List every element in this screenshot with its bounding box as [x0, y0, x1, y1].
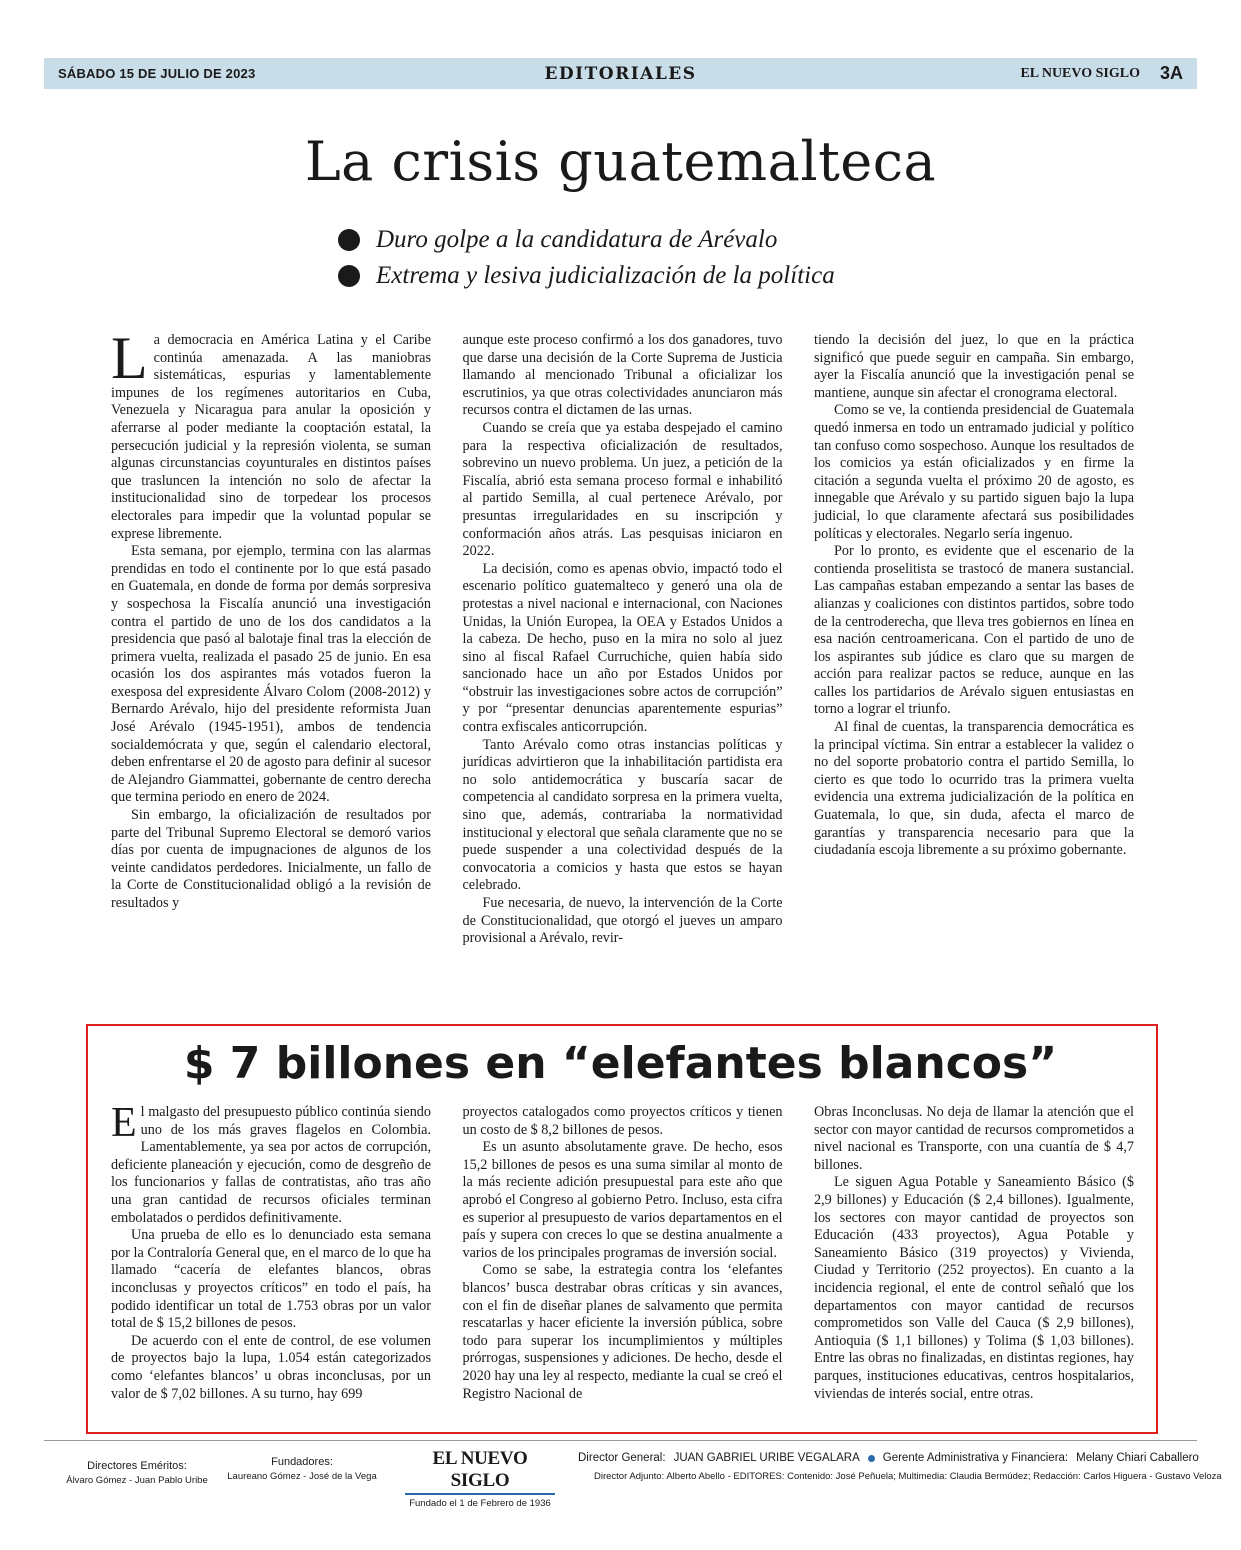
emeritus-label: Directores Eméritos: [87, 1460, 187, 1472]
manager-name: Melany Chiari Caballero [1076, 1452, 1199, 1464]
director-label: Director General: [578, 1452, 666, 1464]
paragraph: aunque este proceso confirmó a los dos ganadores, tuvo que darse una decisión de la Corte Suprema de Justicia llamando al mencionado Tribunal a oficializar los escrutinios, ya que otras colectividades anunciaron más recursos contra el dictamen de las urnas. [462, 332, 783, 419]
paragraph: tiendo la decisión del juez, lo que en la práctica significó que puede seguir en campaña. Sin embargo, ayer la Fiscalía anunció que la investigación penal se mantiene, aunque sin afectar el cronograma electoral. [814, 332, 1134, 401]
paragraph: Sin embargo, la oficialización de resultados por parte del Tribunal Supremo Electoral se demoró varios días por cuenta de impugnaciones de algunos de los veinte candidatos perdedores. Inicialmente, un fallo de la Corte de Constitucionalidad obligó a la revisión de resultados y [111, 807, 431, 911]
paragraph: El malgasto del presupuesto público continúa siendo uno de los más graves flagelos en Colombia. Lamentablemente, ya sea por actos de corrupción, deficiente planeación y ejecución, como de desgreño de los funcionarios y fallas de contratistas, año tras año una gran cantidad de recursos oficiales terminan embolatados o perdidos definitivamente. [111, 1104, 431, 1226]
founders [222, 1456, 382, 1482]
staff-top-line [578, 1452, 1222, 1464]
emeritus-directors [62, 1460, 212, 1486]
paragraph: Como se ve, la contienda presidencial de Guatemala quedó inmersa en todo un entramado judicial y político tan confuso como sospechoso. Aunque los resultados de los comicios ya están oficializados y en firme la citación a segunda vuelta el próximo 20 de agosto, es innegable que Arévalo y su partido siguen bajo la lupa judicial, lo que claramente afectará sus posibilidades políticas y electorales. Negarlo sería ingenuo. [814, 402, 1134, 542]
paragraph: Al final de cuentas, la transparencia democrática es la principal víctima. Sin entrar a establecer la validez o no del soporte probatorio contra el partido Semilla, lo cierto es que todo lo ocurrido tras la primera vuelta evidencia una extrema judicialización de la política en Guatemala, lo que, sin duda, afecta el marco de garantías y transparencia necesario para que la ciudadanía escoja libremente a su próximo gobernante. [814, 719, 1134, 859]
text-column [814, 332, 1134, 1010]
editorial-1-body [111, 332, 1134, 1010]
drop-cap: L [111, 332, 148, 391]
paragraph: Por lo pronto, es evidente que el escenario de la contienda proselitista se trastocó de manera sustancial. Las campañas estaban empezando a sentar las bases de alianzas y coaliciones con distintos partidos, sobre todo de la centroderecha, que lleva tres gobiernos en línea en esa nación centroamericana. Con el partido de uno de los aspirantes sub júdice es claro que su margen de acción para realizar pactos se reduce, aunque en las calles los partidarios de Arévalo siguen entusiastas en torno a lograr el triunfo. [814, 543, 1134, 718]
founders-label: Fundadores: [271, 1456, 333, 1468]
page-header [44, 58, 1197, 89]
paragraph: Obras Inconclusas. No deja de llamar la atención que el sector con mayor cantidad de recursos comprometidos a nivel nacional es Transporte, con una cuantía de $ 4,7 billones. [814, 1104, 1134, 1173]
staff-credits [578, 1452, 1222, 1482]
editorial-1-title: La crisis guatemalteca [304, 130, 937, 193]
paragraph: Como se sabe, la estrategia contra los ‘elefantes blancos’ busca destrabar obras críticas y sin avances, con el fin de diseñar planes de salvamento que permita rescatarlas y hacer eficiente la inversión pública, sobre todo para superar los incumplimientos y múltiples prórrogas, suspensiones y adiciones. De hecho, desde el 2020 hay una ley al respecto, mediante la cual se creó el Registro Nacional de [462, 1262, 783, 1402]
paragraph: De acuerdo con el ente de control, de ese volumen de proyectos bajo la lupa, 1.054 están categorizados como ‘elefantes blancos’ u obras inconclusas, por un valor de $ 7,02 billones. A su turno, hay 699 [111, 1332, 431, 1402]
logo-founded: Fundado el 1 de Febrero de 1936 [409, 1498, 551, 1509]
paragraph: Esta semana, por ejemplo, termina con las alarmas prendidas en todo el continente por lo que está pasado en Guatemala, en donde de forma por demás sorpresiva y sospechosa la Fiscalía anunció una investigación contra el partido de uno de los dos candidatos a la presidencia que pasó al balotaje final tras la elección de primera vuelta, realizada el pasado 25 de junio. En esa ocasión los dos aspirantes más votados fueron la exesposa del expresidente Álvaro Colom (2008-2012) y Bernardo Arévalo, hijo del presidente reformista Juan José Arévalo (1945-1951), ambos de tendencia socialdemócrata y que, según el calendario electoral, deben enfrentarse el 20 de agosto para definir al sucesor de Alejandro Giammattei, gobernante de centro derecha que termina periodo en enero de 2024. [111, 543, 431, 806]
emeritus-names: Álvaro Gómez - Juan Pablo Uribe [66, 1475, 208, 1486]
text-column [463, 1104, 783, 1416]
paper-name: EL NUEVO SIGLO [1020, 65, 1140, 81]
editorial-2-title: $ 7 billones en “elefantes blancos” [183, 1038, 1058, 1089]
paragraph: Tanto Arévalo como otras instancias políticas y jurídicas advirtieron que la inhabilitación partidista era no solo antidemocrática y buscaría sacar de competencia al candidato sorpresa en la primera vuelta, sino que, además, contrariaba la normatividad institucional y electoral que señala claramente que no se puede suspender a una colectividad después de la convocatoria a comicios y hasta que estos se hayan celebrado. [462, 736, 783, 894]
footer-divider [44, 1440, 1197, 1441]
paragraph: Le siguen Agua Potable y Saneamiento Básico ($ 2,9 billones) y Educación ($ 2,4 billones). Igualmente, los sectores con mayor cantidad de proyectos son Educación (433 proyectos), Agua Potable y Saneamiento Básico (319 proyectos) y Vivienda, Ciudad y Territorio (252 proyectos). En cuanto a la incidencia regional, el ente de control señaló que los departamentos con mayor cantidad de recursos comprometidos son Valle del Cauca ($ 2,9 billones), Antioquia ($ 1,1 billones) y Tolima ($ 1,03 billones). Entre las obras no finalizadas, en distintas regiones, hay parques, instituciones educativas, centros hospitalarios, viviendas de interés social, entre otras. [814, 1174, 1134, 1402]
editorial-1-subheads [338, 222, 835, 294]
text-column [111, 1104, 431, 1416]
text-column [111, 332, 431, 1010]
section-name: EDITORIALES [544, 63, 697, 84]
subhead-text: Duro golpe a la candidatura de Arévalo [376, 226, 778, 253]
paragraph: Es un asunto absolutamente grave. De hecho, esos 15,2 billones de pesos es una suma similar al monto de la más reciente adición presupuestal para este año que aprobó el Congreso al gobierno Petro. Incluso, esta cifra es superior al presupuesto de varios departamentos en el país y supera con creces lo que se destina anualmente a varios de los principales programas de inversión social. [462, 1139, 783, 1261]
paragraph: La democracia en América Latina y el Caribe continúa amenazada. A las maniobras sistemáticas, espurias y lamentablemente impunes de los regímenes autoritarios en Cuba, Venezuela y Nicaragua para anular la oposición y aferrarse al poder mediante la cooptación estatal, la persecución judicial y la represión violenta, se suman algunas circunstancias coyunturales en distintos países que trasluncen la intención no solo de afectar la institucionalidad sino de torpedear los procesos electorales para impedir que la voluntad popular se exprese libremente. [111, 332, 431, 542]
drop-cap: E [111, 1104, 137, 1146]
founders-names: Laureano Gómez - José de la Vega [227, 1471, 377, 1482]
editorial-2-body [111, 1104, 1134, 1416]
masthead-logo [405, 1448, 555, 1509]
page-number: 3A [1159, 63, 1183, 83]
paragraph: proyectos catalogados como proyectos críticos y tienen un costo de $ 8,2 billones de pesos. [462, 1104, 783, 1138]
editors-line: Director Adjunto: Alberto Abello - EDITORES: Contenido: José Peñuela; Multimedia: Claudia Bermúdez; Redacción: Carlos Higuera - Gustavo Veloza [594, 1471, 1222, 1482]
director-name: JUAN GABRIEL URIBE VEGALARA [673, 1452, 860, 1464]
logo-name: EL NUEVO SIGLO [405, 1448, 555, 1495]
paragraph: La decisión, como es apenas obvio, impactó todo el escenario político guatemalteco y generó una ola de protestas a nivel nacional e internacional, con Naciones Unidas, la Unión Europea, la OEA y Estados Unidos a la cabeza. De hecho, puso en la mira no solo al juez sino al fiscal Rafael Curruchiche, quien había sido sancionado hace un año por Estados Unidos por “obstruir las investigaciones sobre actos de corrupción” y por “presentar denuncias aparentemente espurias” contra exfiscales anticorrupción. [462, 560, 783, 736]
issue-date: SÁBADO 15 DE JULIO DE 2023 [58, 66, 256, 81]
header-right [1020, 63, 1183, 84]
bullet-dot-icon [338, 229, 360, 251]
paragraph: Cuando se creía que ya estaba despejado el camino para la respectiva oficialización de resultados, sobrevino un nuevo problema. Un juez, a petición de la Fiscalía, abrió esta semana proceso formal e inhabilitó al partido Semilla, al cual pertenece Arévalo, por presuntas irregularidades en su inscripción y conformación años atrás. Las pesquisas iniciaron en 2022. [462, 419, 783, 560]
separator-dot-icon [868, 1455, 875, 1462]
text-column [463, 332, 783, 1010]
paragraph: Fue necesaria, de nuevo, la intervención de la Corte de Constitucionalidad, que otorgó el jueves un amparo provisional a Arévalo, revir- [462, 895, 783, 947]
subhead-line [338, 222, 835, 258]
text-column [814, 1104, 1134, 1416]
paragraph: Una prueba de ello es lo denunciado esta semana por la Contraloría General que, en el marco de lo que ha llamado “cacería de elefantes blancos, obras inconclusas y proyectos críticos” en todo el país, ha podido identificar un total de 1.753 obras por un valor total de $ 15,2 billones de pesos. [111, 1227, 431, 1332]
bullet-dot-icon [338, 265, 360, 287]
manager-label: Gerente Administrativa y Financiera: [882, 1452, 1069, 1464]
subhead-line [338, 258, 835, 294]
subhead-text: Extrema y lesiva judicialización de la política [376, 262, 835, 289]
